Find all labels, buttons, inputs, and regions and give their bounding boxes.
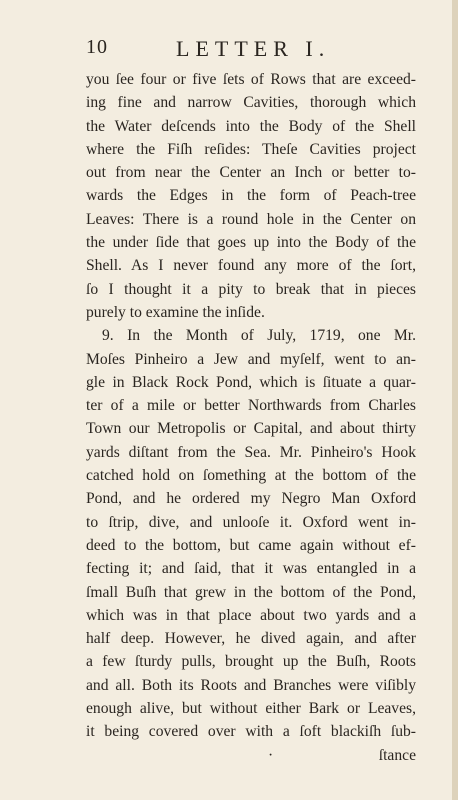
text-line: to ſtrip, dive, and unlooſe it. Oxford went in- [86, 513, 416, 531]
text-line: half deep. However, he dived again, and after [86, 630, 416, 648]
text-line: purely to examine the inſide. [86, 303, 265, 321]
text-line: out from near the Center an Inch or better to- [86, 164, 416, 182]
text-line: a few ſturdy pulls, brought up the Buſh, Roots [86, 653, 416, 671]
running-title: LETTER I. [176, 36, 331, 61]
text-line: yards diſtant from the Sea. Mr. Pinheiro's Hook [86, 443, 416, 461]
text-line: ter of a mile or better Northwards from Charles [86, 397, 416, 415]
text-line: the Water deſcends into the Body of the Shell [86, 117, 416, 135]
catchword: ſtance [378, 746, 416, 764]
text-line: catched hold on ſomething at the bottom of the [86, 467, 416, 485]
text-line: Town our Metropolis or Capital, and about thirty [86, 420, 416, 438]
text-line: deed to the bottom, but came again without ef- [86, 536, 416, 554]
text-line: ſo I thought it a pity to break that in pieces [86, 280, 416, 298]
text-line: ſmall Buſh that grew in the bottom of the Pond, [86, 583, 416, 601]
page-footer [86, 744, 416, 767]
page-header [86, 36, 416, 66]
text-line: ing fine and narrow Cavities, thorough which [86, 94, 416, 112]
text-line: Shell. As I never found any more of the ſort, [86, 257, 416, 275]
page-number: 10 [86, 36, 108, 58]
text-line: Moſes Pinheiro a Jew and myſelf, went to an- [86, 350, 416, 368]
text-line: 9. In the Month of July, 1719, one Mr. [102, 327, 416, 345]
text-line: enough alive, but without either Bark or Leaves, [86, 700, 416, 718]
text-line: you ſee four or five ſets of Rows that are exceed- [86, 71, 416, 88]
text-line: Pond, and he ordered my Negro Man Oxford [86, 490, 416, 508]
text-line: wards the Edges in the form of Peach-tree [86, 187, 416, 205]
text-line: it being covered over with a ſoft blackiſh ſub- [86, 723, 416, 741]
text-line: the under ſide that goes up into the Body of the [86, 234, 416, 252]
footer-mark: · [268, 746, 274, 764]
text-line: and all. Both its Roots and Branches were viſibly [86, 676, 416, 694]
page-body [86, 68, 416, 767]
text-line: which was in that place about two yards and a [86, 606, 416, 624]
text-line: fecting it; and ſaid, that it was entangled in a [86, 560, 416, 578]
text-line: Leaves: There is a round hole in the Center on [86, 210, 416, 228]
text-line: where the Fiſh reſides: Theſe Cavities project [86, 140, 416, 158]
text-line: gle in Black Rock Pond, which is ſituate a quar- [86, 373, 416, 391]
